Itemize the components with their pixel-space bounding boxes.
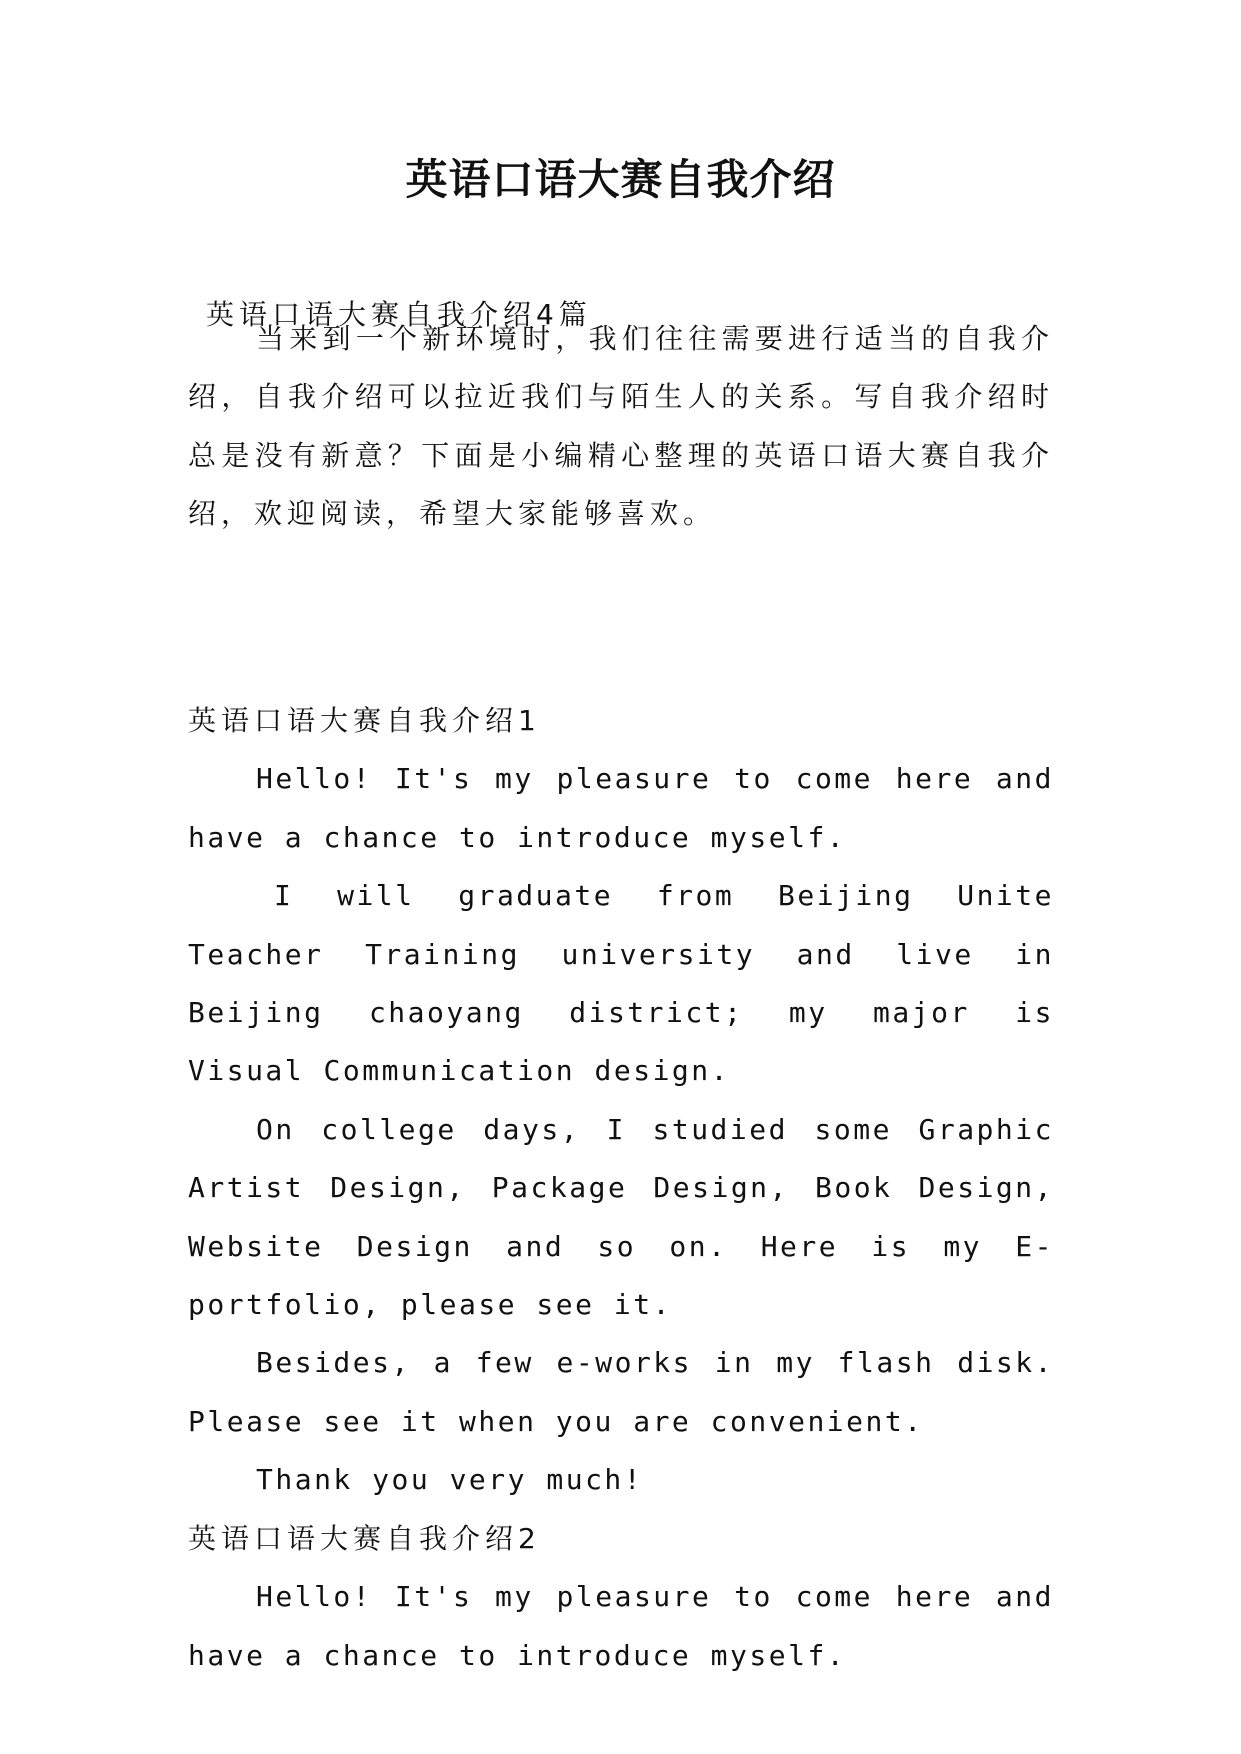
section-1-heading: 英语口语大赛自我介绍1	[188, 704, 541, 737]
document-subtitle: 英语口语大赛自我介绍4篇	[206, 298, 592, 331]
section-1	[188, 692, 1054, 1685]
section-1-paragraph-2: I will graduate from Beijing Unite Teacher Training university and live in Beijing chaoyang district; my major is Visual Communication design.	[188, 879, 1054, 1088]
document-title: 英语口语大赛自我介绍	[405, 155, 836, 204]
section-1-paragraph-4: Besides, a few e-works in my flash disk. Please see it when you are convenient.	[188, 1346, 1054, 1438]
section-1-paragraph-1: Hello! It's my pleasure to come here and have a chance to introduce myself.	[188, 762, 1054, 854]
intro-block	[188, 310, 1054, 544]
section-1-paragraph-3: On college days, I studied some Graphic Artist Design, Package Design, Book Design, Website Design and so on. Here is my E-portfolio, please see it.	[188, 1112, 1054, 1322]
section-1-paragraph-5: Thank you very much!	[256, 1463, 644, 1497]
section-2-paragraph-1: Hello! It's my pleasure to come here and have a chance to introduce myself.	[188, 1580, 1054, 1672]
intro-paragraph: 当来到一个新环境时，我们往往需要进行适当的自我介绍，自我介绍可以拉近我们与陌生人的关系。写自我介绍时总是没有新意？下面是小编精心整理的英语口语大赛自我介绍，欢迎阅读，希望大家能够喜欢。	[188, 322, 1054, 531]
section-2-heading: 英语口语大赛自我介绍2	[188, 1521, 541, 1555]
